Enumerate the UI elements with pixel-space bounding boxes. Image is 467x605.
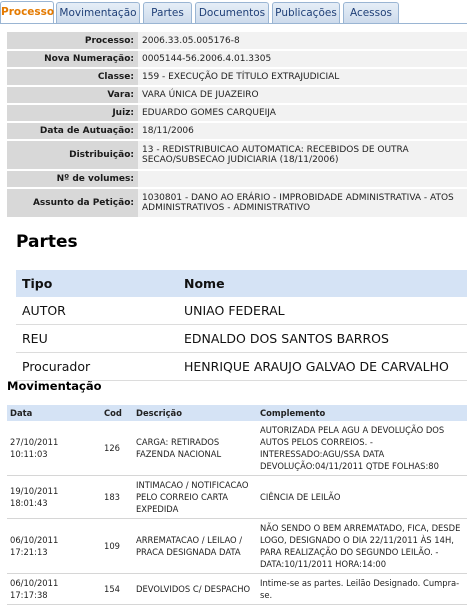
mov-complemento: Intime-se as partes. Leilão Designado. Cumpra-se. <box>257 574 467 605</box>
mov-descricao: INTIMACAO / NOTIFICACAO PELO CORREIO CARTA EXPEDIDA <box>133 476 257 519</box>
parte-tipo: Procurador <box>16 353 178 381</box>
partes-table <box>16 270 467 381</box>
mov-descricao: CARGA: RETIRADOS FAZENDA NACIONAL <box>133 421 257 476</box>
info-row <box>7 32 467 50</box>
table-row <box>16 325 467 353</box>
mov-data: 06/10/2011 17:17:38 <box>7 574 101 605</box>
mov-data: 19/10/2011 18:01:43 <box>7 476 101 519</box>
info-label: Nº de volumes: <box>7 170 138 188</box>
info-row <box>7 140 467 170</box>
partes-col-tipo: Tipo <box>16 270 178 297</box>
parte-nome: HENRIQUE ARAUJO GALVAO DE CARVALHO <box>178 353 467 381</box>
parte-nome: UNIAO FEDERAL <box>178 297 467 325</box>
info-value: 13 - REDISTRIBUICAO AUTOMATICA: RECEBIDOS DE OUTRA SECAO/SUBSECAO JUDICIARIA (18/11/2006) <box>138 140 467 170</box>
info-label: Data de Autuação: <box>7 122 138 140</box>
parte-tipo: REU <box>16 325 178 353</box>
tab-publicacoes[interactable]: Publicações <box>272 2 340 23</box>
partes-heading: Partes <box>16 232 78 252</box>
mov-complemento: AUTORIZADA PELA AGU A DEVOLUÇÃO DOS AUTOS PELOS CORREIOS. - INTERESSADO:AGU/SSA DATA DEVOLUÇÃO:04/11/2011 QTDE FOLHAS:80 <box>257 421 467 476</box>
mov-col-cod: Cod <box>101 405 133 421</box>
info-row <box>7 104 467 122</box>
info-value: 1030801 - DANO AO ERÁRIO - IMPROBIDADE ADMINISTRATIVA - ATOS ADMINISTRATIVOS - ADMINISTRATIVO <box>138 188 467 218</box>
mov-col-complemento: Complemento <box>257 405 467 421</box>
info-value: 0005144-56.2006.4.01.3305 <box>138 50 467 68</box>
info-row <box>7 170 467 188</box>
mov-data: 06/10/2011 17:21:13 <box>7 519 101 574</box>
mov-cod: 154 <box>101 574 133 605</box>
info-label: Distribuição: <box>7 140 138 170</box>
mov-col-descricao: Descrição <box>133 405 257 421</box>
tab-bar <box>0 0 467 24</box>
mov-cod: 126 <box>101 421 133 476</box>
mov-complemento: NÃO SENDO O BEM ARREMATADO, FICA, DESDE LOGO, DESIGNADO O DIA 22/11/2011 ÀS 14H, PARA REALIZAÇÃO DO SEGUNDO LEILÃO. - DATA:10/11/2011 HORA:14:00 <box>257 519 467 574</box>
info-label: Juiz: <box>7 104 138 122</box>
info-value: 2006.33.05.005176-8 <box>138 32 467 50</box>
info-label: Processo: <box>7 32 138 50</box>
info-value: EDUARDO GOMES CARQUEIJA <box>138 104 467 122</box>
info-label: Classe: <box>7 68 138 86</box>
info-value: 18/11/2006 <box>138 122 467 140</box>
mov-col-data: Data <box>7 405 101 421</box>
info-row <box>7 86 467 104</box>
info-label: Assunto da Petição: <box>7 188 138 218</box>
table-row <box>7 476 467 519</box>
info-value: VARA ÚNICA DE JUAZEIRO <box>138 86 467 104</box>
table-row <box>7 421 467 476</box>
info-row <box>7 68 467 86</box>
table-row <box>16 353 467 381</box>
table-row <box>16 297 467 325</box>
partes-col-nome: Nome <box>178 270 467 297</box>
parte-tipo: AUTOR <box>16 297 178 325</box>
info-value <box>138 170 467 188</box>
tab-partes[interactable]: Partes <box>143 2 192 23</box>
parte-nome: EDNALDO DOS SANTOS BARROS <box>178 325 467 353</box>
tab-acessos[interactable]: Acessos <box>343 2 399 23</box>
partes-header-row <box>16 270 467 297</box>
mov-header-row <box>7 405 467 421</box>
mov-descricao: DEVOLVIDOS C/ DESPACHO <box>133 574 257 605</box>
info-row <box>7 122 467 140</box>
info-value: 159 - EXECUÇÃO DE TÍTULO EXTRAJUDICIAL <box>138 68 467 86</box>
info-label: Vara: <box>7 86 138 104</box>
mov-complemento: CIÊNCIA DE LEILÃO <box>257 476 467 519</box>
process-info-table <box>7 32 467 219</box>
mov-cod: 109 <box>101 519 133 574</box>
info-label: Nova Numeração: <box>7 50 138 68</box>
tab-processo[interactable]: Processo <box>0 1 54 24</box>
info-row <box>7 50 467 68</box>
movimentacao-heading: Movimentação <box>7 379 102 393</box>
mov-descricao: ARREMATACAO / LEILAO / PRACA DESIGNADA DATA <box>133 519 257 574</box>
movimentacao-table <box>7 405 467 605</box>
tab-documentos[interactable]: Documentos <box>195 2 269 23</box>
mov-cod: 183 <box>101 476 133 519</box>
table-row <box>7 574 467 605</box>
info-row <box>7 188 467 218</box>
table-row <box>7 519 467 574</box>
mov-data: 27/10/2011 10:11:03 <box>7 421 101 476</box>
tab-movimentacao[interactable]: Movimentação <box>56 2 140 23</box>
